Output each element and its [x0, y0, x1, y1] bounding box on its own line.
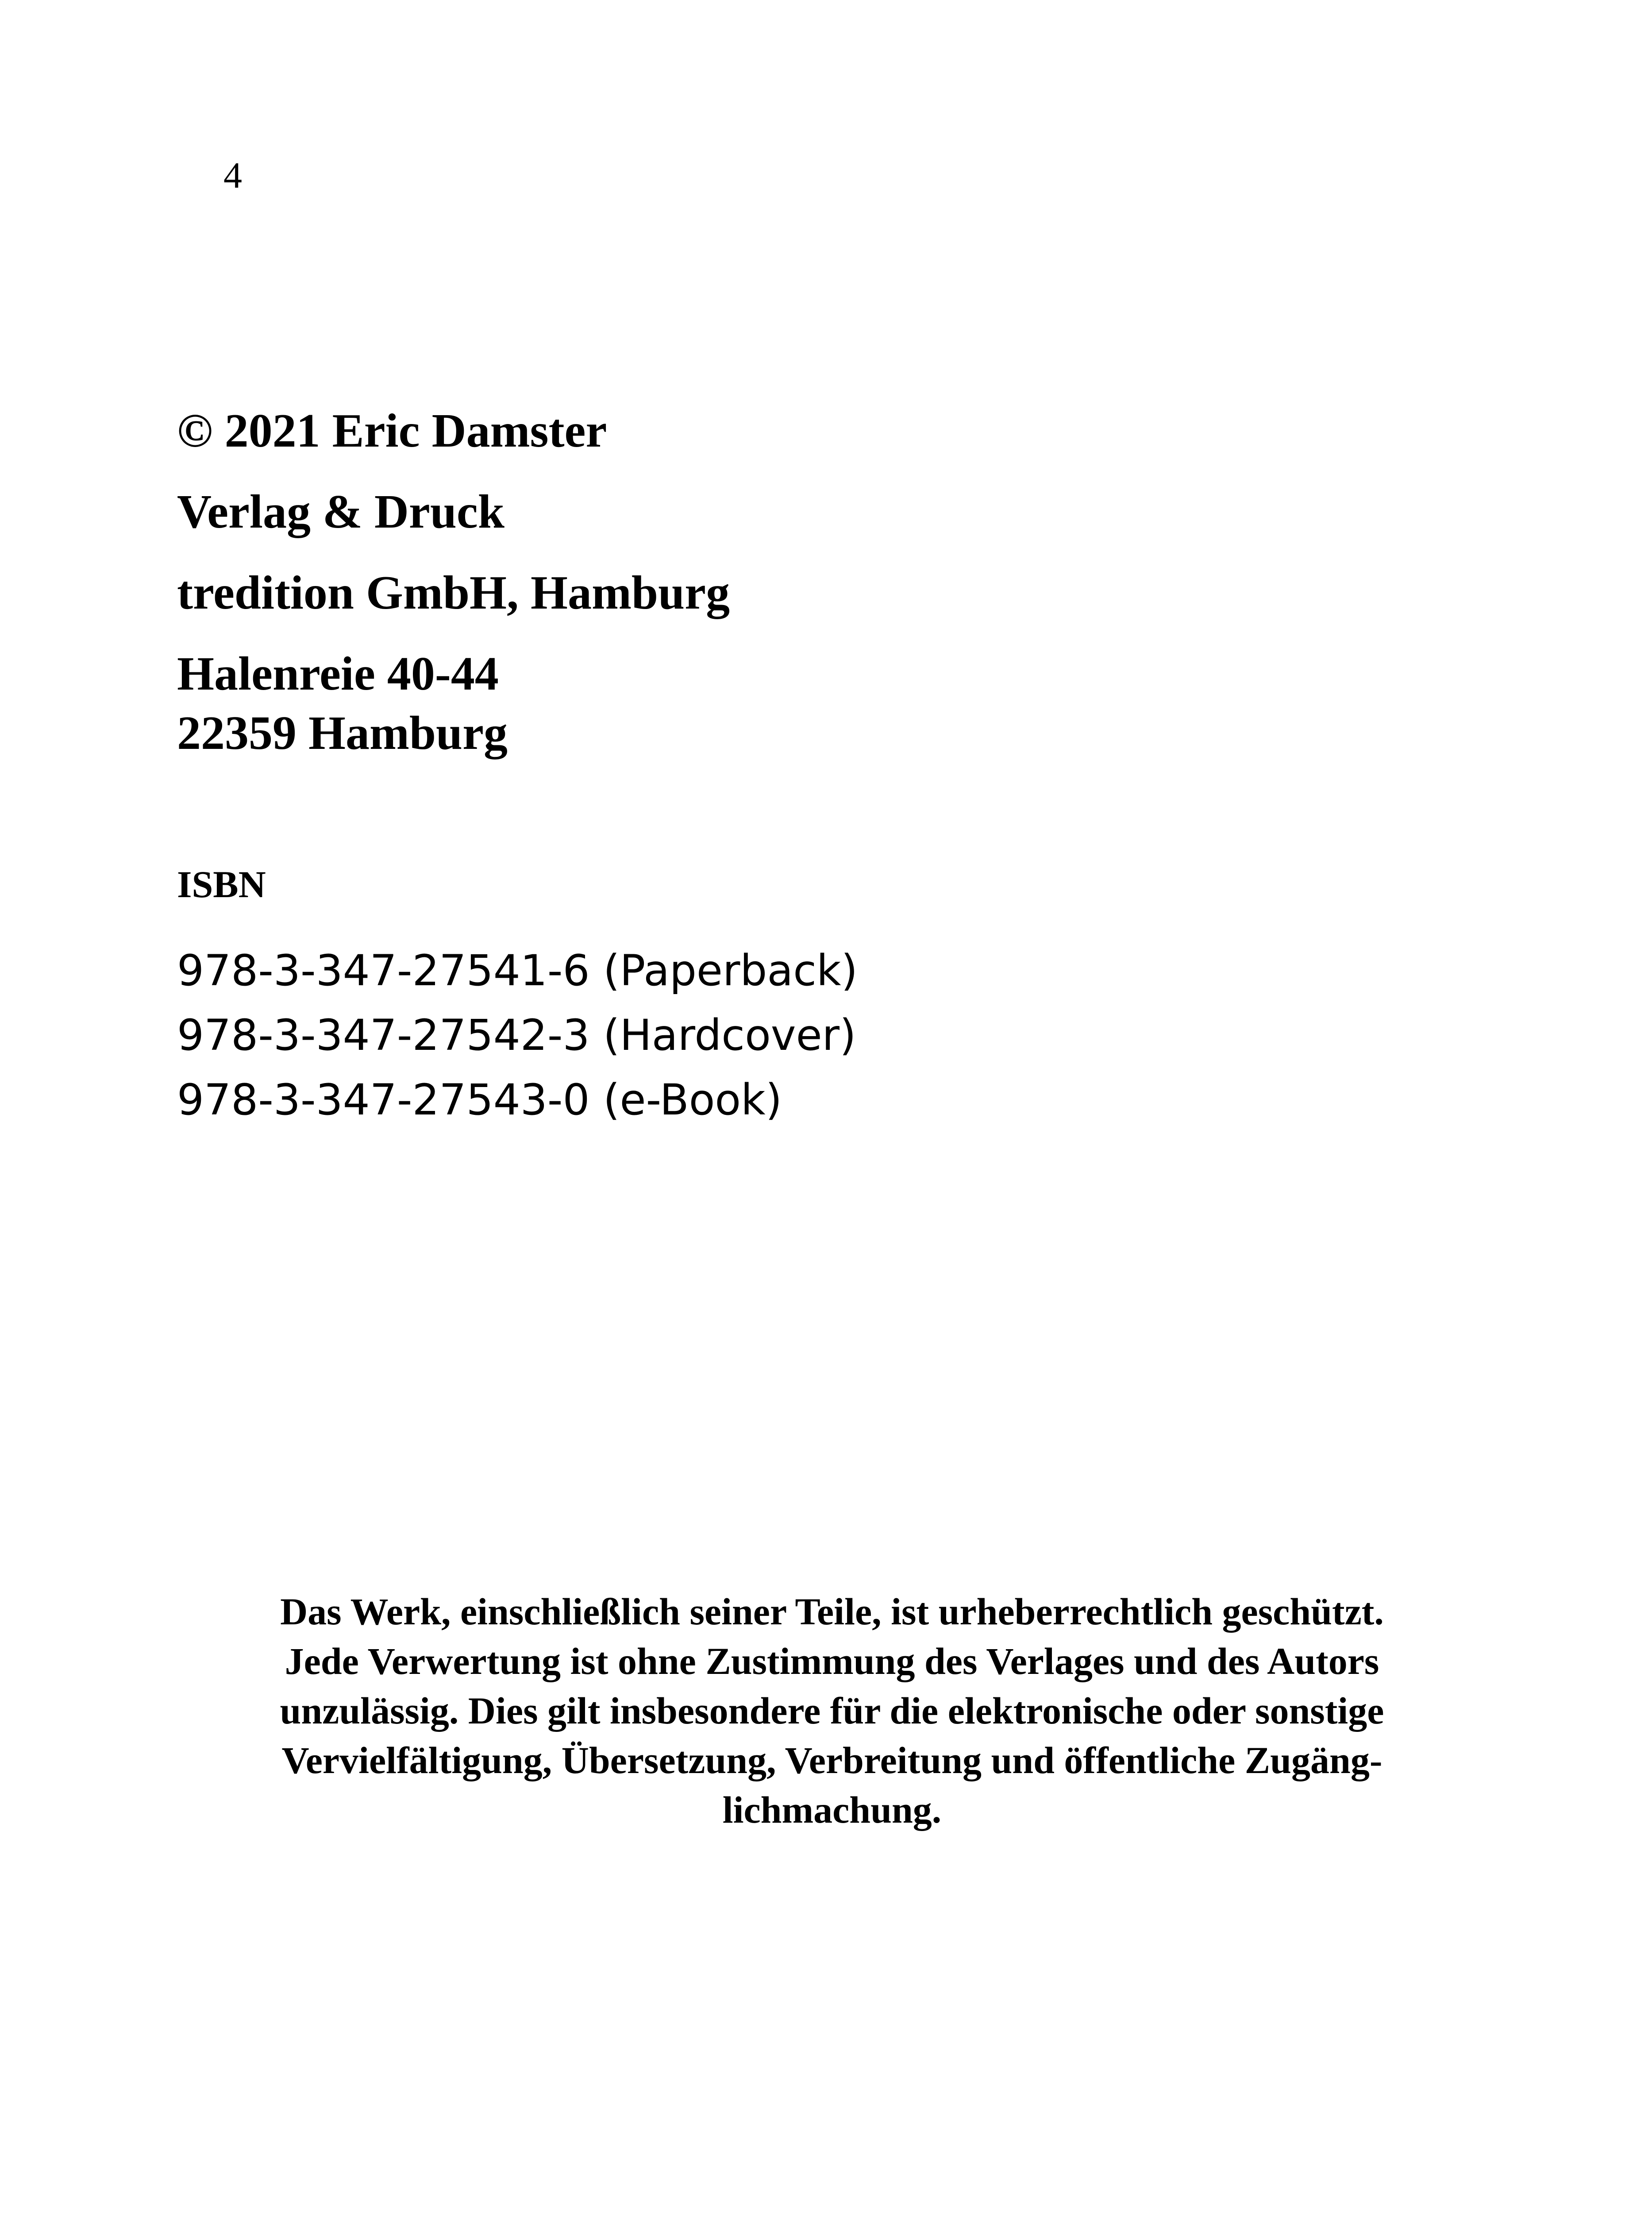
legal-notice-line: unzulässig. Dies gilt insbesondere für die elektronische oder sonstige: [280, 1689, 1384, 1732]
isbn-entry-hardcover: 978-3-347-27542-3 (Hardcover): [177, 1010, 856, 1060]
isbn-label: ISBN: [177, 863, 266, 906]
legal-notice-line: lichmachung.: [722, 1789, 942, 1831]
isbn-list: [177, 938, 858, 1132]
legal-notice-line: Vervielfältigung, Übersetzung, Verbreitung und öffentliche Zugäng-: [281, 1739, 1382, 1781]
legal-notice: [168, 1587, 1496, 1835]
publisher-line: Verlag & Druck: [177, 486, 504, 538]
page-number: 4: [223, 155, 242, 196]
publisher-city: 22359 Hamburg: [177, 707, 508, 760]
legal-notice-line: Das Werk, einschließlich seiner Teile, ist urheberrechtlich geschützt.: [280, 1590, 1384, 1633]
isbn-entry-ebook: 978-3-347-27543-0 (e-Book): [177, 1075, 782, 1125]
legal-notice-line: Jede Verwertung ist ohne Zustimmung des Verlages und des Autors: [285, 1640, 1379, 1682]
publisher-name: tredition GmbH, Hamburg: [177, 567, 730, 619]
publisher-street: Halenreie 40-44: [177, 648, 499, 700]
isbn-entry-paperback: 978-3-347-27541-6 (Paperback): [177, 946, 858, 995]
copyright-line: © 2021 Eric Damster: [177, 405, 607, 457]
